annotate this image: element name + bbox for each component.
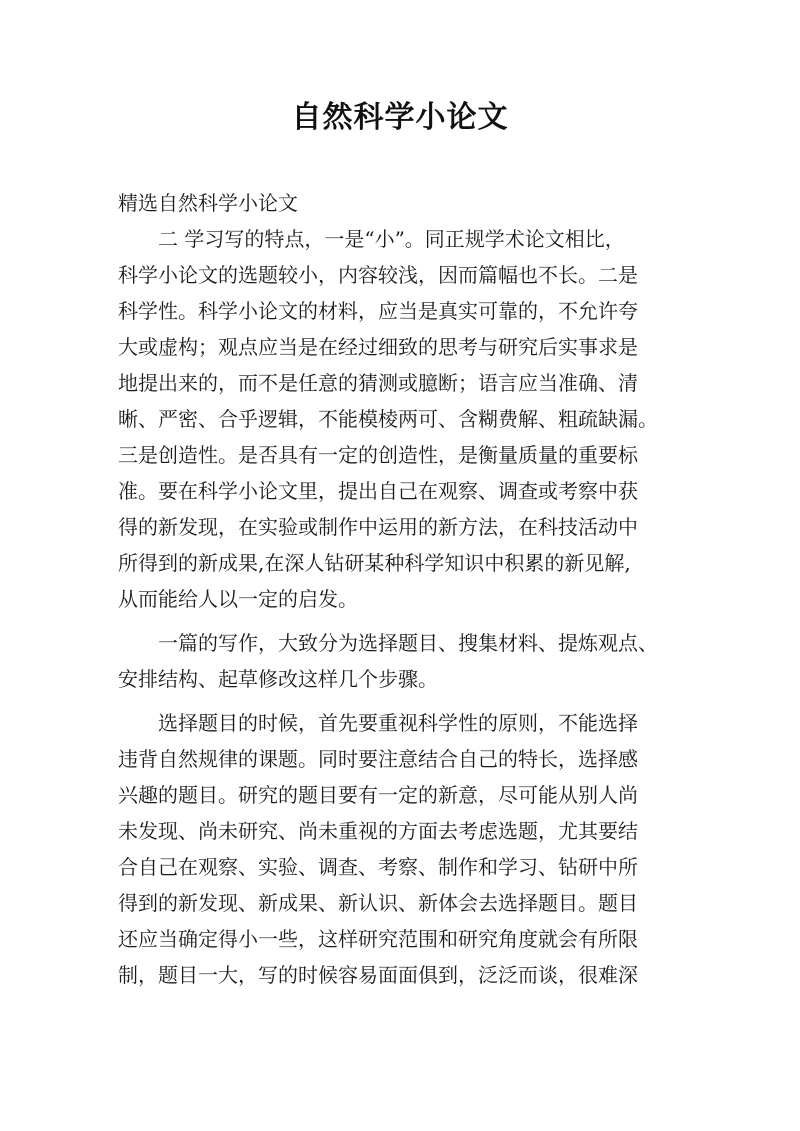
text-line: 地提出来的，而不是任意的猜测或臆断；语言应当准确、清: [118, 371, 638, 395]
text-line: 科学性。科学小论文的材料，应当是真实可靠的，不允许夸: [118, 299, 638, 323]
text-line: 违背自然规律的课题。同时要注意结合自己的特长，选择感: [118, 747, 638, 771]
text-line: 还应当确定得小一些，这样研究范围和研究角度就会有所限: [118, 927, 638, 951]
text-line: 一篇的写作，大致分为选择题目、搜集材料、提炼观点、: [118, 631, 658, 655]
text-line: 选择题目的时候，首先要重视科学性的原则，不能选择: [118, 711, 638, 735]
page-title: 自然科学小论文: [291, 100, 509, 135]
text-line: 三是创造性。是否具有一定的创造性，是衡量质量的重要标: [118, 443, 638, 467]
text-line: 制，题目一大，写的时候容易面面俱到，泛泛而谈，很难深: [118, 963, 638, 987]
text-line: 兴趣的题目。研究的题目要有一定的新意，尽可能从别人尚: [118, 783, 638, 807]
text-line: 所得到的新成果,在深人钻研某种科学知识中积累的新见解,: [118, 551, 631, 575]
document-body: [118, 185, 692, 993]
text-line: 安排结构、起草修改这样几个步骤。: [118, 667, 438, 691]
paragraph-3: [118, 705, 692, 993]
text-line: 合自己在观察、实验、调查、考察、制作和学习、钻研中所: [118, 855, 638, 879]
paragraph-gap: [118, 617, 692, 625]
paragraph-1: [118, 221, 692, 617]
text-line: 大或虚构；观点应当是在经过细致的思考与研究后实事求是: [118, 335, 638, 359]
paragraph-gap: [118, 697, 692, 705]
text-line: 得到的新发现、新成果、新认识、新体会去选择题目。题目: [118, 891, 638, 915]
text-line: 二 学习写的特点，一是“小”。同正规学术论文相比，: [118, 227, 625, 251]
text-line: 得的新发现，在实验或制作中运用的新方法，在科技活动中: [118, 515, 638, 539]
text-line: 科学小论文的选题较小，内容较浅，因而篇幅也不长。二是: [118, 263, 638, 287]
subtitle-line: 精选自然科学小论文: [118, 191, 298, 215]
text-line: 晰、严密、合乎逻辑，不能模棱两可、含糊费解、粗疏缺漏。: [118, 407, 658, 431]
paragraph-2: [118, 625, 692, 697]
text-line: 从而能给人以一定的启发。: [118, 587, 358, 611]
text-line: 未发现、尚未研究、尚未重视的方面去考虑选题，尤其要结: [118, 819, 638, 843]
text-line: 准。要在科学小论文里，提出自己在观察、调查或考察中获: [118, 479, 638, 503]
